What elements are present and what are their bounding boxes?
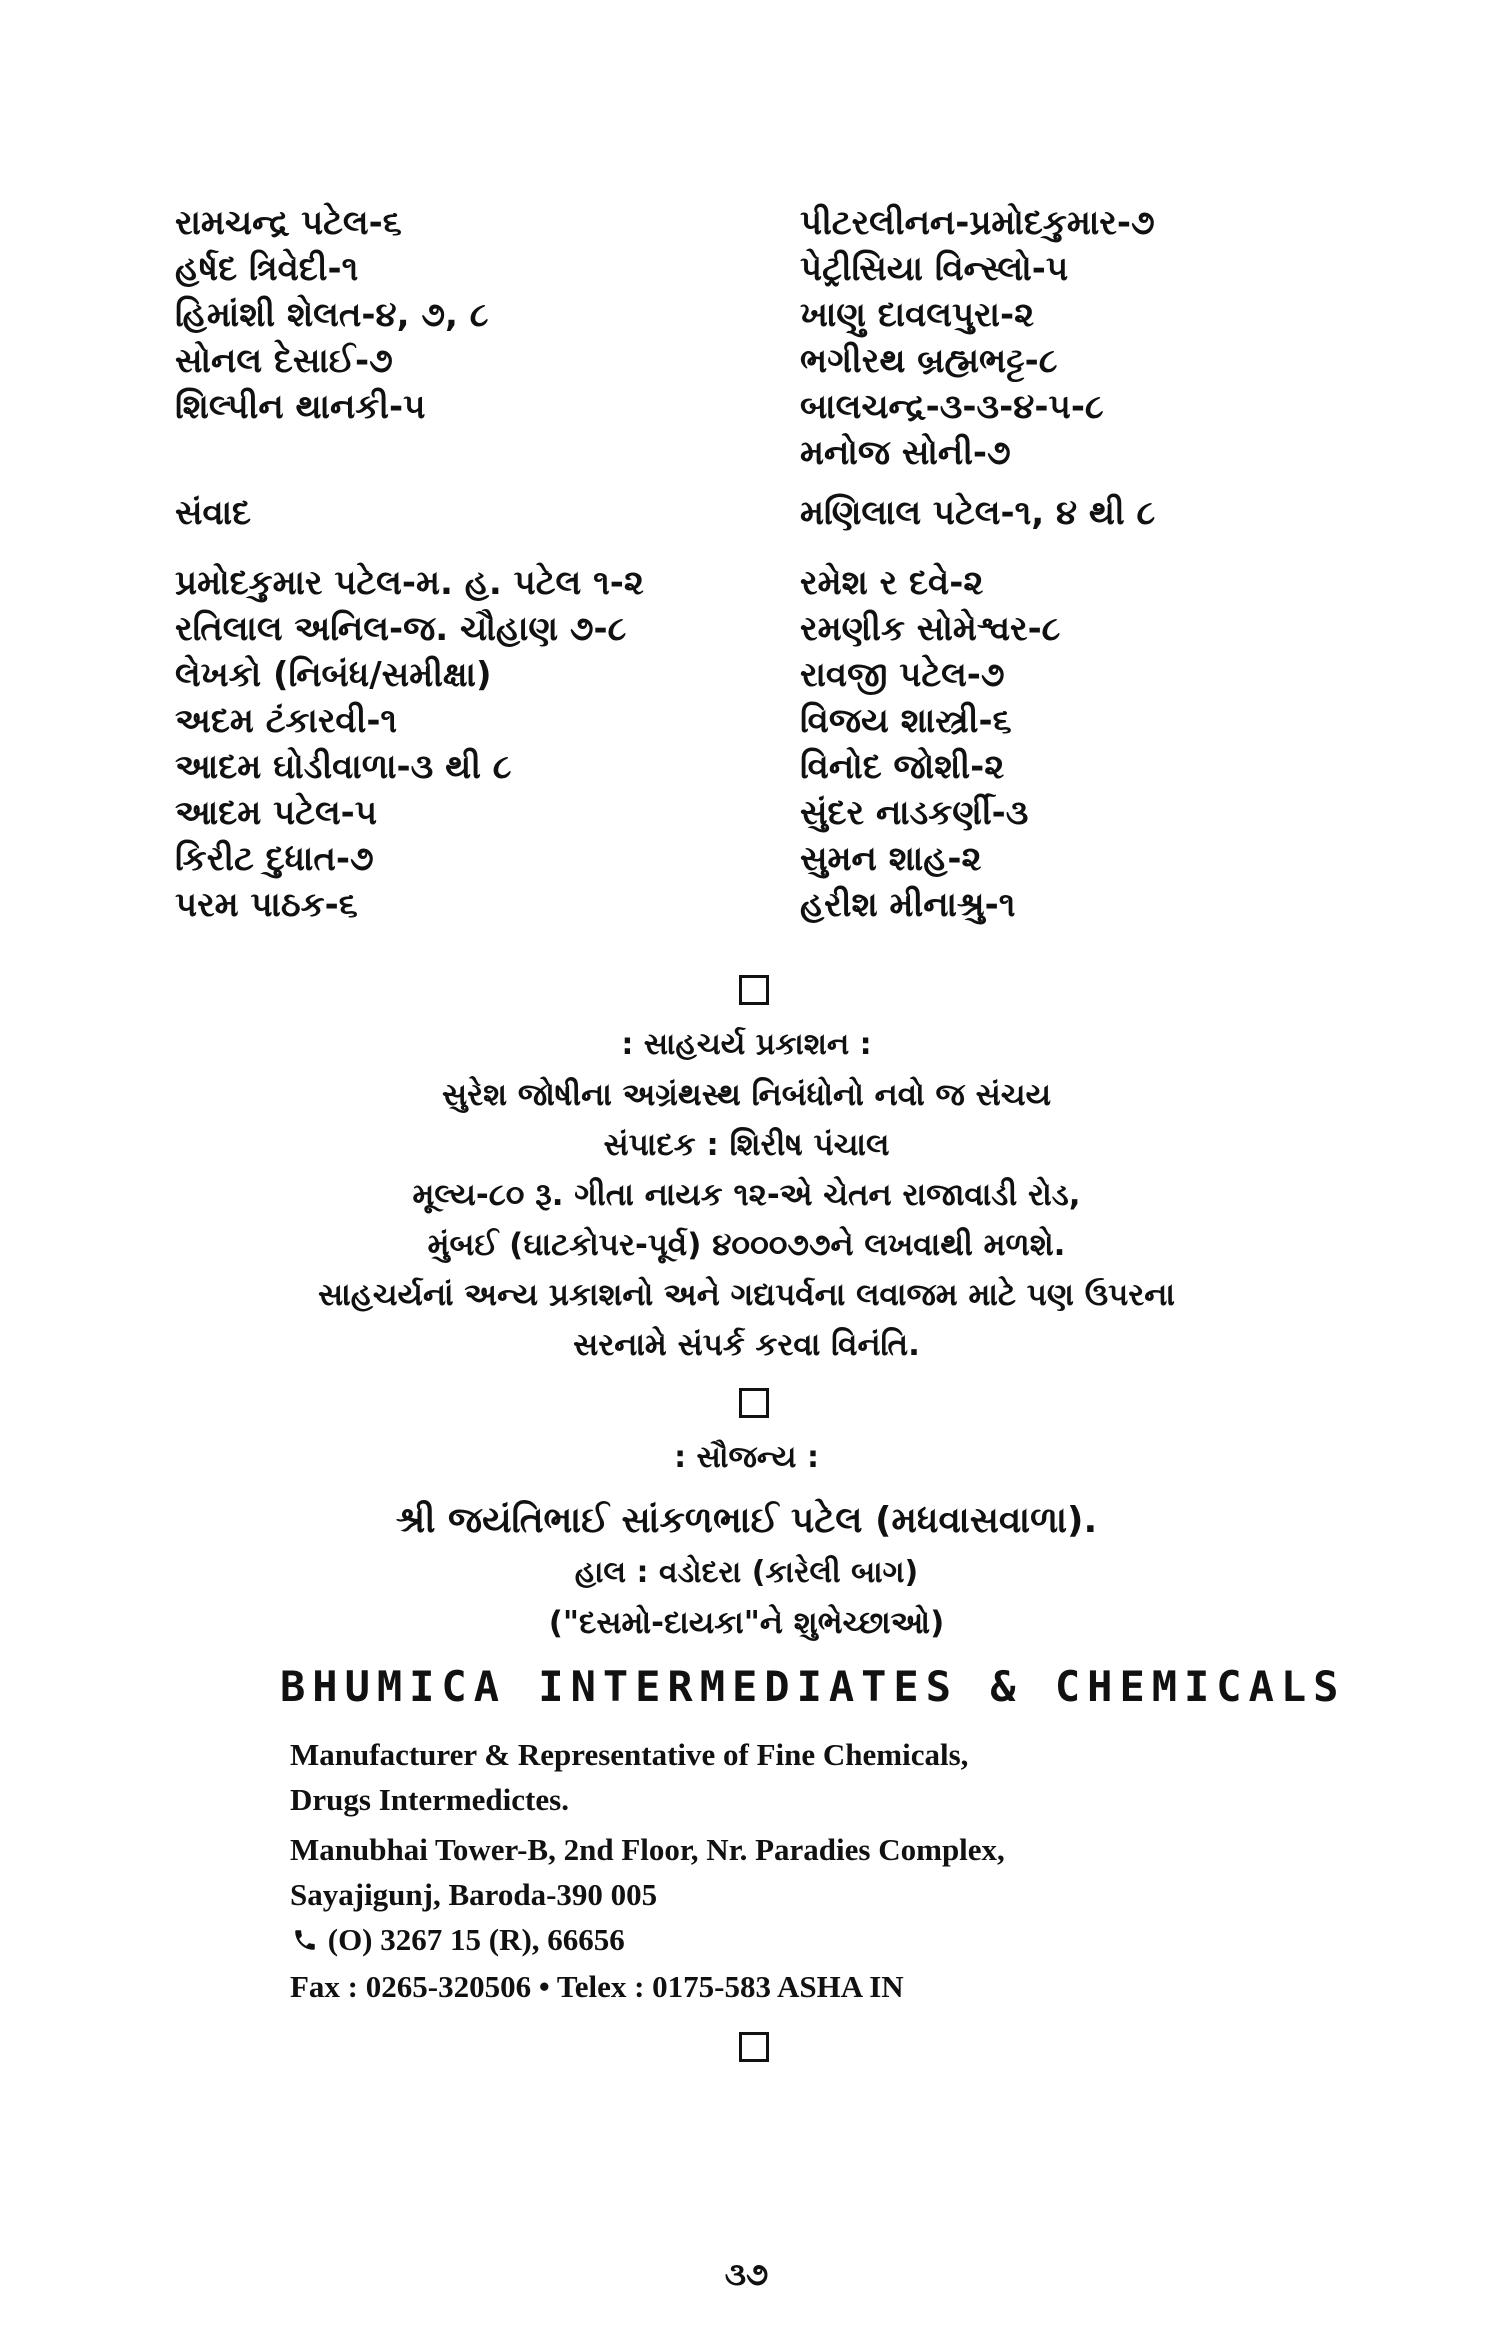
index-entry: હર્ષદ ત્રિવેદી-૧ [175, 249, 359, 289]
index-entry: વિજય શાસ્ત્રી-૬ [800, 701, 1012, 741]
separator-box [739, 1388, 769, 1418]
index-entry: પ્રમોદકુમાર પટેલ-મ. હ. પટેલ ૧-૨ [175, 563, 644, 603]
courtesy-location: હાલ : વડોદરા (કારેલી બાગ) [574, 1555, 919, 1590]
index-entry: સોનલ દેસાઈ-૭ [175, 341, 393, 381]
index-entry: લેખકો (નિબંધ/સમીક્ષા) [175, 655, 492, 695]
publication-line: સંપાદક : શિરીષ પંચાલ [603, 1127, 890, 1163]
index-entry: પીટરલીનન-પ્રમોદકુમાર-૭ [800, 203, 1155, 243]
index-entry: હિમાંશી શેલત-૪, ૭, ૮ [175, 295, 489, 335]
telephone-icon [290, 1920, 320, 1960]
courtesy-greeting: ("દસમો-દાયકા"ને શુભેચ્છાઓ) [548, 1605, 945, 1641]
index-entry: અદમ ટંકારવી-૧ [175, 701, 398, 741]
publication-line: સરનામે સંપર્ક કરવા વિનંતિ. [573, 1327, 920, 1363]
index-entry: મણિલાલ પટેલ-૧, ૪ થી ૮ [800, 493, 1156, 533]
index-entry: રતિલાલ અનિલ-જ. ચૌહાણ ૭-૮ [175, 609, 627, 649]
company-description: Manufacturer & Representative of Fine Chemicals, [290, 1737, 969, 1772]
publication-line: સુરેશ જોષીના અગ્રંથસ્થ નિબંધોનો નવો જ સંચય [442, 1077, 1051, 1113]
separator-box [739, 975, 769, 1005]
index-entry: સુંદર નાડકર્ણી-૩ [800, 793, 1029, 833]
index-entry: મનોજ સોની-૭ [800, 433, 1011, 473]
company-phone [290, 1920, 625, 1960]
separator-box [739, 2032, 769, 2062]
courtesy-name: શ્રી જયંતિભાઈ સાંકળભાઈ પટેલ (મધવાસવાળા). [395, 1500, 1098, 1541]
index-entry: આદમ પટેલ-૫ [175, 793, 378, 833]
publication-heading: : સાહચર્ય પ્રકાશન : [621, 1027, 872, 1062]
publication-line: મુંબઈ (ઘાટકોપર-પૂર્વ) ૪૦૦૦૭૭ને લખવાથી મળશે. [427, 1227, 1066, 1263]
index-entry: હરીશ મીનાશ્રુ-૧ [800, 885, 1016, 925]
section-heading-samvad: સંવાદ [175, 493, 252, 533]
phone-numbers: (O) 3267 15 (R), 66656 [327, 1922, 625, 1957]
company-fax-telex: Fax : 0265-320506 • Telex : 0175-583 ASHA IN [290, 1969, 904, 2004]
index-entry: કિરીટ દુધાત-૭ [175, 839, 374, 879]
index-entry: પરમ પાઠક-૬ [175, 885, 358, 925]
company-description: Drugs Intermedictes. [290, 1782, 569, 1817]
index-entry: રમણીક સોમેશ્વર-૮ [800, 609, 1061, 649]
company-name: BHUMICA INTERMEDIATES & CHEMICALS [280, 1662, 1346, 1711]
index-entry: રામચન્દ્ર પટેલ-૬ [175, 203, 402, 243]
index-entry: શિલ્પીન થાનકી-૫ [175, 387, 426, 427]
company-address: Manubhai Tower-B, 2nd Floor, Nr. Paradies Complex, [290, 1832, 1005, 1867]
index-entry: પેટ્રીસિયા વિન્સ્લો-૫ [800, 249, 1069, 289]
index-entry: બાલચન્દ્ર-૩-૩-૪-૫-૮ [800, 387, 1104, 427]
index-entry: આદમ ઘોડીવાળા-૩ થી ૮ [175, 747, 512, 787]
courtesy-heading: : સૌજન્ય : [674, 1440, 819, 1475]
index-entry: રાવજી પટેલ-૭ [800, 655, 1005, 695]
index-entry: વિનોદ જોશી-૨ [800, 747, 1005, 787]
page-number: ૩૭ [724, 2255, 769, 2293]
index-entry: ખાણુ દાવલપુરા-૨ [800, 295, 1035, 335]
index-entry: સુમન શાહ-૨ [800, 839, 982, 879]
publication-line: મૂલ્ય-૮૦ રૂ. ગીતા નાયક ૧૨-એ ચેતન રાજાવાડી રોડ, [412, 1177, 1081, 1213]
company-address: Sayajigunj, Baroda-390 005 [290, 1877, 658, 1912]
index-entry: રમેશ ર દવે-૨ [800, 563, 984, 603]
index-entry: ભગીરથ બ્રહ્મભટ્ટ-૮ [800, 341, 1058, 381]
publication-line: સાહચર્યનાં અન્ય પ્રકાશનો અને ગદ્યપર્વના લવાજમ માટે પણ ઉપરના [318, 1277, 1175, 1313]
